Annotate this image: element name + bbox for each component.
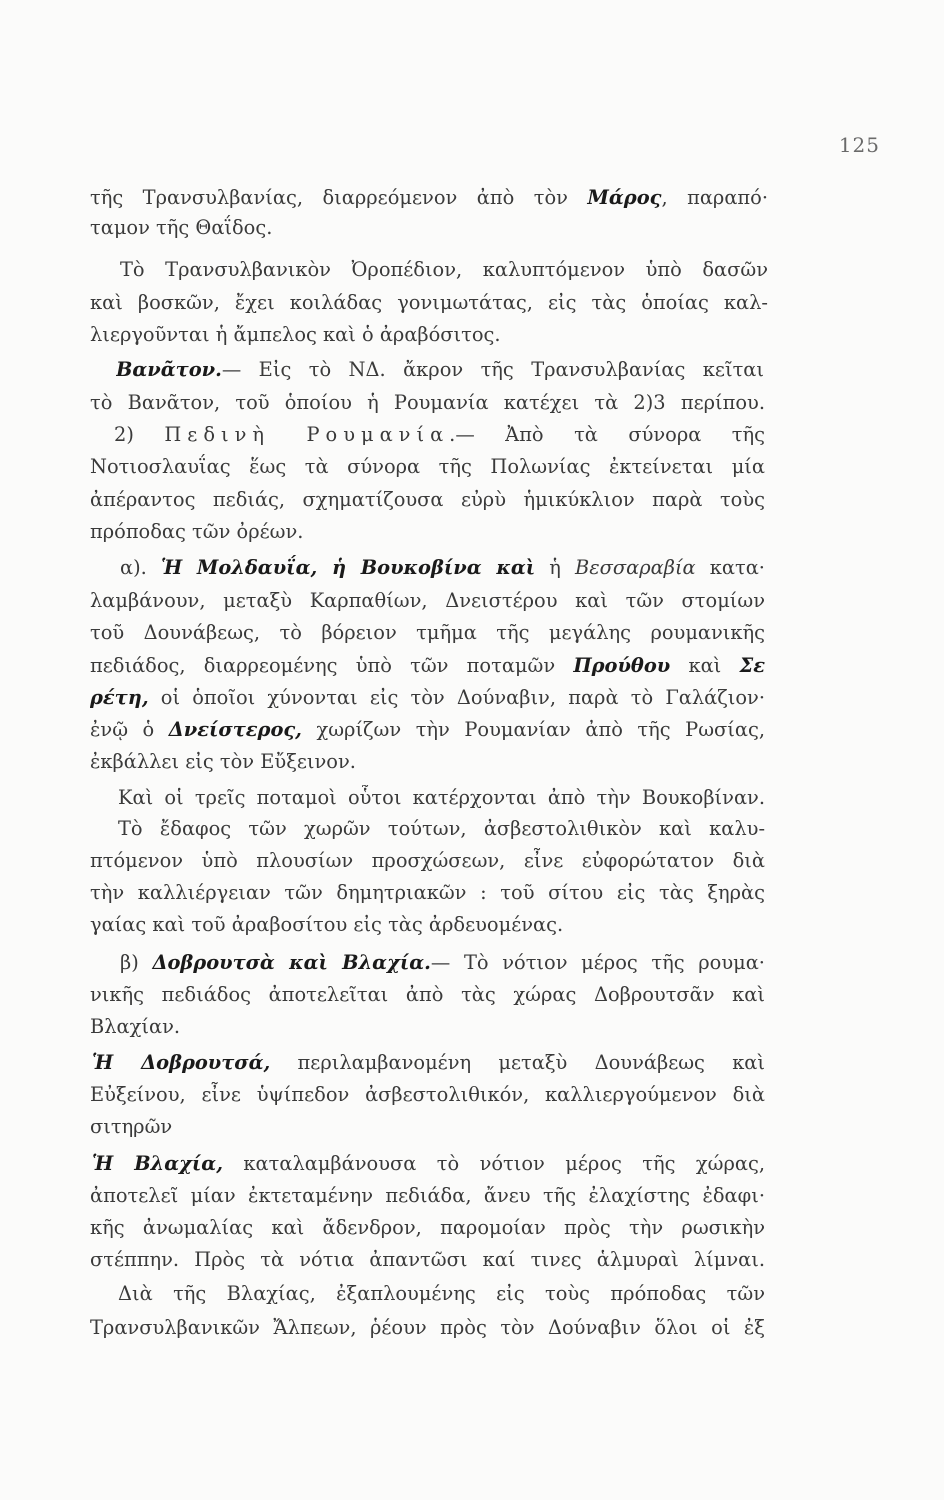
text-span: Τρανσυλβανικῶν Ἄλπεων, ῥέουν πρὸς τὸν Δούναβιν ὅλοι οἱ ἐξ bbox=[90, 1316, 765, 1339]
text-line bbox=[90, 1215, 765, 1241]
text-span: κατα· bbox=[695, 556, 765, 579]
text-span-italic: Βεσσαραβία bbox=[575, 556, 696, 579]
text-span: πεδιάδος, διαρρεομένης ὑπὸ τῶν ποταμῶν bbox=[90, 654, 574, 677]
text-span: Εὐξείνου, εἶνε ὑψίπεδον ἀσβεστολιθικόν, καλλιεργούμενον διὰ bbox=[90, 1083, 765, 1106]
text-line bbox=[90, 290, 768, 316]
text-span-bold: ρέτη, bbox=[90, 686, 149, 709]
text-span: τὸ Βανᾶτον, τοῦ ὁποίου ἡ Ρουμανία κατέχει τὰ 2)3 περίπου. bbox=[90, 391, 765, 414]
text-span: Νοτιοσλαυΐας ἕως τὰ σύνορα τῆς Πολωνίας ἐκτείνεται μία bbox=[90, 455, 765, 478]
text-line bbox=[90, 1114, 765, 1140]
text-span: στέππην. Πρὸς τὰ νότια ἀπαντῶσι καί τινες ἁλμυραὶ λίμναι. bbox=[90, 1248, 765, 1271]
text-span: χωρίζων τὴν Ρουμανίαν ἀπὸ τῆς Ρωσίας, bbox=[301, 718, 765, 741]
page-number: 125 bbox=[838, 133, 880, 157]
text-span-bold: Σε bbox=[739, 654, 765, 677]
text-line bbox=[90, 620, 765, 646]
text-span: καὶ βοσκῶν, ἔχει κοιλάδας γονιμωτάτας, εἰς τὰς ὁποίας καλ- bbox=[90, 291, 768, 314]
text-line bbox=[92, 1151, 765, 1177]
text-span: λιεργοῦνται ἡ ἄμπελος καὶ ὁ ἀραβόσιτος. bbox=[90, 323, 501, 346]
text-line bbox=[90, 588, 765, 614]
text-line bbox=[90, 1247, 765, 1273]
text-span: καταλαμβάνουσα τὸ νότιον μέρος τῆς χώρας, bbox=[222, 1152, 765, 1175]
text-line bbox=[118, 816, 765, 842]
text-span: , παραπό· bbox=[661, 186, 768, 209]
text-line bbox=[90, 848, 765, 874]
text-line bbox=[90, 880, 765, 906]
text-line bbox=[90, 749, 765, 775]
text-span: Βλαχίαν. bbox=[90, 1015, 181, 1038]
text-line bbox=[90, 1315, 765, 1341]
text-span-bold: Βανᾶτον. bbox=[116, 358, 222, 381]
text-span-bold: Ἡ Βλαχία, bbox=[92, 1152, 223, 1175]
text-span: τῆς Τρανσυλβανίας, διαρρεόμενον ἀπὸ τὸν bbox=[90, 186, 588, 209]
text-span: ταμον τῆς Θαΐδος. bbox=[90, 216, 273, 239]
text-span-bold: Μάρος bbox=[587, 186, 662, 209]
text-span: ἀποτελεῖ μίαν ἐκτεταμένην πεδιάδα, ἄνευ τῆς ἐλαχίστης ἐδαφι· bbox=[90, 1184, 765, 1207]
text-line bbox=[116, 357, 764, 383]
text-span: καὶ bbox=[670, 654, 740, 677]
text-span: — Τὸ νότιον μέρος τῆς ρουμα· bbox=[430, 951, 765, 974]
text-span: ἐκβάλλει εἰς τὸν Εὔξεινον. bbox=[90, 750, 356, 773]
text-span: πρόποδας τῶν ὀρέων. bbox=[90, 520, 304, 543]
text-line bbox=[90, 215, 765, 241]
text-span: Καὶ οἱ τρεῖς ποταμοὶ οὗτοι κατέρχονται ἀπὸ τὴν Βουκοβίναν. bbox=[118, 786, 765, 809]
text-line bbox=[120, 950, 765, 976]
text-line bbox=[90, 653, 765, 679]
text-span-spaced: Πεδινὴ Ρουμανία bbox=[164, 423, 450, 446]
text-span: Διὰ τῆς Βλαχίας, ἐξαπλουμένης εἰς τοὺς πρόποδας τῶν bbox=[118, 1282, 765, 1305]
text-line bbox=[90, 519, 765, 545]
text-span: β) bbox=[120, 951, 153, 974]
text-span-bold: Δοβρουτσὰ καὶ Βλαχία. bbox=[152, 951, 431, 974]
text-span: Τὸ Τρανσυλβανικὸν Ὀροπέδιον, καλυπτόμενον ὑπὸ δασῶν bbox=[120, 258, 768, 281]
text-line bbox=[90, 487, 765, 513]
text-span: τοῦ Δουνάβεως, τὸ βόρειον τμῆμα τῆς μεγάλης ρουμανικῆς bbox=[90, 621, 765, 644]
text-span: — Εἰς τὸ ΝΔ. ἄκρον τῆς Τρανσυλβανίας κεῖται bbox=[221, 358, 764, 381]
text-span: 2) bbox=[114, 423, 165, 446]
text-span-bold: Ἡ Μολδαυΐα, ἡ Βουκοβίνα καὶ bbox=[160, 556, 536, 579]
text-line bbox=[90, 1014, 765, 1040]
text-line bbox=[90, 685, 765, 711]
text-line bbox=[90, 454, 765, 480]
text-line bbox=[90, 185, 768, 211]
text-span: νικῆς πεδιάδος ἀποτελεῖται ἀπὸ τὰς χώρας Δοβρουτσᾶν καὶ bbox=[90, 983, 765, 1006]
text-span: ἐνῷ ὁ bbox=[90, 718, 169, 741]
text-line bbox=[120, 555, 765, 581]
text-span: γαίας καὶ τοῦ ἀραβοσίτου εἰς τὰς ἀρδευομένας. bbox=[90, 913, 564, 936]
text-span: σιτηρῶν bbox=[90, 1115, 173, 1138]
text-span-bold: Ἡ Δοβρουτσά, bbox=[92, 1051, 271, 1074]
text-line bbox=[114, 422, 765, 448]
text-line bbox=[92, 1050, 765, 1076]
text-span: .— Ἀπὸ τὰ σύνορα τῆς bbox=[449, 423, 765, 446]
text-line bbox=[118, 785, 765, 811]
text-line bbox=[90, 390, 765, 416]
text-line bbox=[118, 1281, 765, 1307]
text-span: ἀπέραντος πεδιάς, σχηματίζουσα εὐρὺ ἡμικύκλιον παρὰ τοὺς bbox=[90, 488, 765, 511]
text-span-bold: Δνείστερος, bbox=[168, 718, 302, 741]
text-span: ἡ bbox=[535, 556, 576, 579]
text-span: α). bbox=[120, 556, 161, 579]
text-line bbox=[120, 257, 768, 283]
text-span: περιλαμβανομένη μεταξὺ Δουνάβεως καὶ bbox=[270, 1051, 765, 1074]
text-span: τὴν καλλιέργειαν τῶν δημητριακῶν : τοῦ σίτου εἰς τὰς ξηρὰς bbox=[90, 881, 765, 904]
text-line bbox=[90, 322, 765, 348]
text-span-bold: Προύθου bbox=[573, 654, 671, 677]
text-span: οἱ ὁποῖοι χύνονται εἰς τὸν Δούναβιν, παρὰ τὸ Γαλάζιον· bbox=[148, 686, 765, 709]
text-span: κῆς ἀνωμαλίας καὶ ἄδενδρον, παρομοίαν πρὸς τὴν ρωσικὴν bbox=[90, 1216, 765, 1239]
text-line bbox=[90, 912, 765, 938]
text-line bbox=[90, 717, 765, 743]
text-line bbox=[90, 982, 765, 1008]
text-span: λαμβάνουν, μεταξὺ Καρπαθίων, Δνειστέρου καὶ τῶν στομίων bbox=[90, 589, 765, 612]
text-span: πτόμενον ὑπὸ πλουσίων προσχώσεων, εἶνε εὐφορώτατον διὰ bbox=[90, 849, 765, 872]
text-line bbox=[90, 1183, 765, 1209]
text-span: Τὸ ἔδαφος τῶν χωρῶν τούτων, ἀσβεστολιθικὸν καὶ καλυ- bbox=[118, 817, 765, 840]
text-line bbox=[90, 1082, 765, 1108]
